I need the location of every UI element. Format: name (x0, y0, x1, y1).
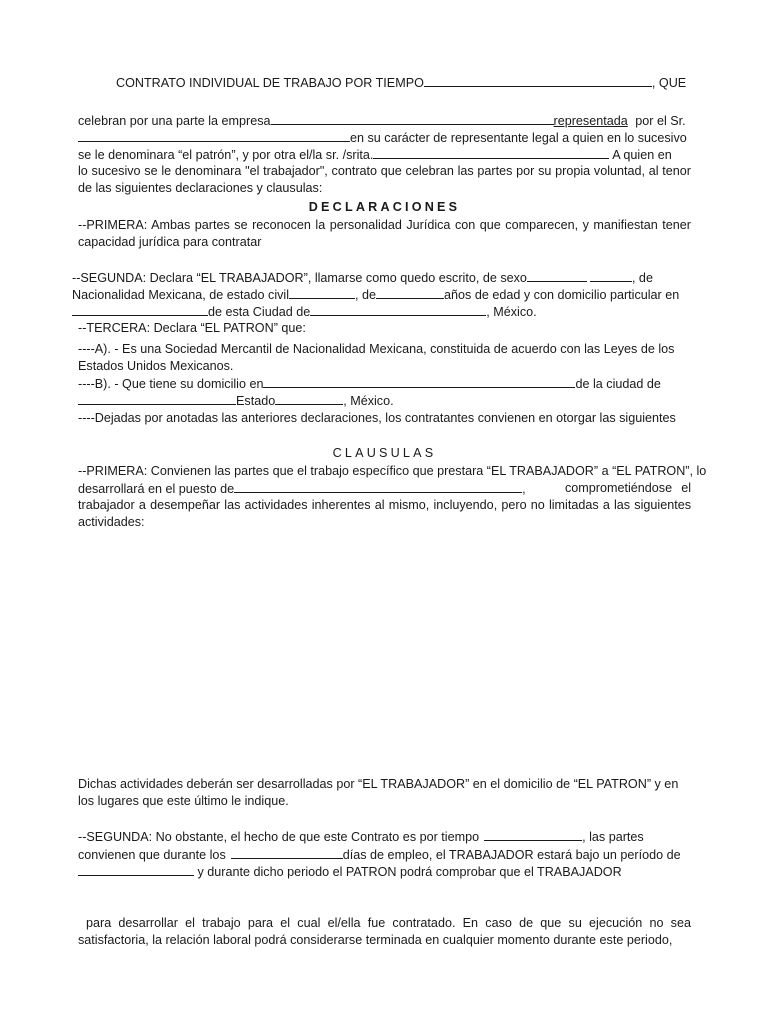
clausula-text: Dichas actividades deberán ser desarrolladas por “EL TRABAJADOR” en el domicilio de “EL PATRON” y en los lugares que este último le indique. (78, 777, 679, 808)
declaracion-text: --PRIMERA: Ambas partes se reconocen la personalidad Jurídica con que comparecen, y manifiestan tener capacidad jurídica para contratar (78, 218, 691, 249)
declaracion-text: años de edad y con domicilio particular en (444, 288, 680, 302)
blank-line (78, 392, 236, 405)
declaracion-segunda-line-3 (72, 303, 692, 321)
declaracion-b-line-2 (78, 392, 691, 410)
blank-line (263, 375, 575, 388)
blank-line (72, 303, 208, 316)
blank-line (527, 269, 587, 282)
blank-line (289, 286, 355, 299)
intro-represented: representada (553, 114, 628, 128)
clausulas-heading: CLAUSULAS (332, 446, 437, 460)
clausula-text: y durante dicho periodo el PATRON podrá comprobar que el TRABAJADOR (194, 865, 622, 879)
declaracion-segunda-line-2 (72, 286, 692, 304)
title-que: , QUE (651, 76, 687, 90)
blank-line (373, 146, 609, 159)
declaracion-text: , México. (486, 305, 537, 319)
clausula-text: trabajador a desempeñar las actividades inherentes al mismo, incluyendo, pero no limitadas a las siguientes actividades: (78, 498, 691, 529)
declaracion-text: , de (355, 288, 377, 302)
clausula-para (78, 915, 691, 949)
blank-line (78, 863, 194, 876)
declaracion-primera (78, 217, 691, 251)
contract-title (116, 74, 687, 92)
declaracion-segunda-line-1 (72, 269, 692, 287)
intro-line-4 (78, 163, 691, 197)
clausula-text: , (522, 482, 526, 496)
declaracion-text: Nacionalidad Mexicana, de estado civil (72, 288, 290, 302)
blank-line (424, 74, 652, 87)
clausula-text: comprometiéndose (565, 481, 673, 495)
clausula-text: el (681, 481, 691, 495)
declaracion-text: , México. (343, 394, 394, 408)
intro-line-1 (78, 112, 691, 130)
declaracion-text: Estado (236, 394, 276, 408)
clausula-primera-line-2 (78, 480, 691, 498)
clausula-text: convienen que durante los (78, 848, 226, 862)
clausula-text: --SEGUNDA: No obstante, el hecho de que este Contrato es por tiempo (78, 830, 480, 844)
intro-text: celebran por una parte la empresa (78, 114, 271, 128)
clausula-primera-line-3 (78, 497, 691, 531)
declaracion-a (78, 341, 691, 375)
intro-text: A quien en (609, 148, 672, 162)
blank-line (271, 112, 554, 125)
clausula-segunda-line-3 (78, 863, 691, 881)
declaracion-text: --SEGUNDA: Declara “EL TRABAJADOR”, llamarse como quedo escrito, de sexo (72, 271, 527, 285)
intro-text: se le denominara “el patrón”, y por otra el/la sr. /srita. (78, 148, 374, 162)
declaracion-text: ----B). - Que tiene su domicilio en (78, 377, 264, 391)
clausula-text: para desarrollar el trabajo para el cual el/ella fue contratado. En caso de que su ejecución no sea satisfactoria, la relación laboral podrá considerarse terminada en cualquier momento durante este periodo, (78, 916, 691, 947)
clausula-segunda-line-1 (78, 828, 691, 846)
intro-line-2 (78, 129, 691, 147)
blank-line (590, 269, 632, 282)
intro-text: lo sucesivo se le denominara "el trabajador", contrato que celebran las partes por su propia voluntad, al tenor de las siguientes declaraciones y clausulas: (78, 164, 691, 195)
blank-line (231, 846, 343, 859)
blank-line (78, 129, 350, 142)
declaracion-text: ----A). - Es una Sociedad Mercantil de Nacionalidad Mexicana, constituida de acuerdo con las Leyes de los Estados Unidos Mexicanos. (78, 342, 675, 373)
title-text: CONTRATO INDIVIDUAL DE TRABAJO POR TIEMPO (116, 76, 424, 90)
blank-line (376, 286, 444, 299)
clausula-primera-line-1: --PRIMERA: Convienen las partes que el trabajo específico que prestara “EL TRABAJADOR” a “EL PATRON”, lo (78, 464, 707, 478)
intro-text: por el Sr. (631, 114, 686, 128)
declaracion-dejadas: ----Dejadas por anotadas las anteriores declaraciones, los contratantes convienen en otorgar las siguientes (78, 411, 676, 425)
clausula-dichas (78, 776, 691, 810)
intro-line-3 (78, 146, 691, 164)
blank-line (310, 303, 486, 316)
intro-text: en su carácter de representante legal a quien en lo sucesivo (350, 131, 687, 145)
clausula-text: desarrollará en el puesto de (78, 482, 235, 496)
declaracion-b-line-1 (78, 375, 691, 393)
blank-line (484, 828, 582, 841)
clausula-text: días de empleo, el TRABAJADOR estará bajo un período de (342, 848, 681, 862)
declaracion-text: de esta Ciudad de (208, 305, 311, 319)
declaraciones-heading: DECLARACIONES (308, 200, 461, 214)
blank-line (234, 480, 522, 493)
declaracion-text: de la ciudad de (575, 377, 661, 391)
declaracion-tercera: --TERCERA: Declara “EL PATRON” que: (78, 321, 306, 335)
clausula-text: , las partes (582, 830, 644, 844)
clausula-segunda-line-2 (78, 846, 691, 864)
blank-line (275, 392, 343, 405)
declaracion-text: , de (631, 271, 653, 285)
